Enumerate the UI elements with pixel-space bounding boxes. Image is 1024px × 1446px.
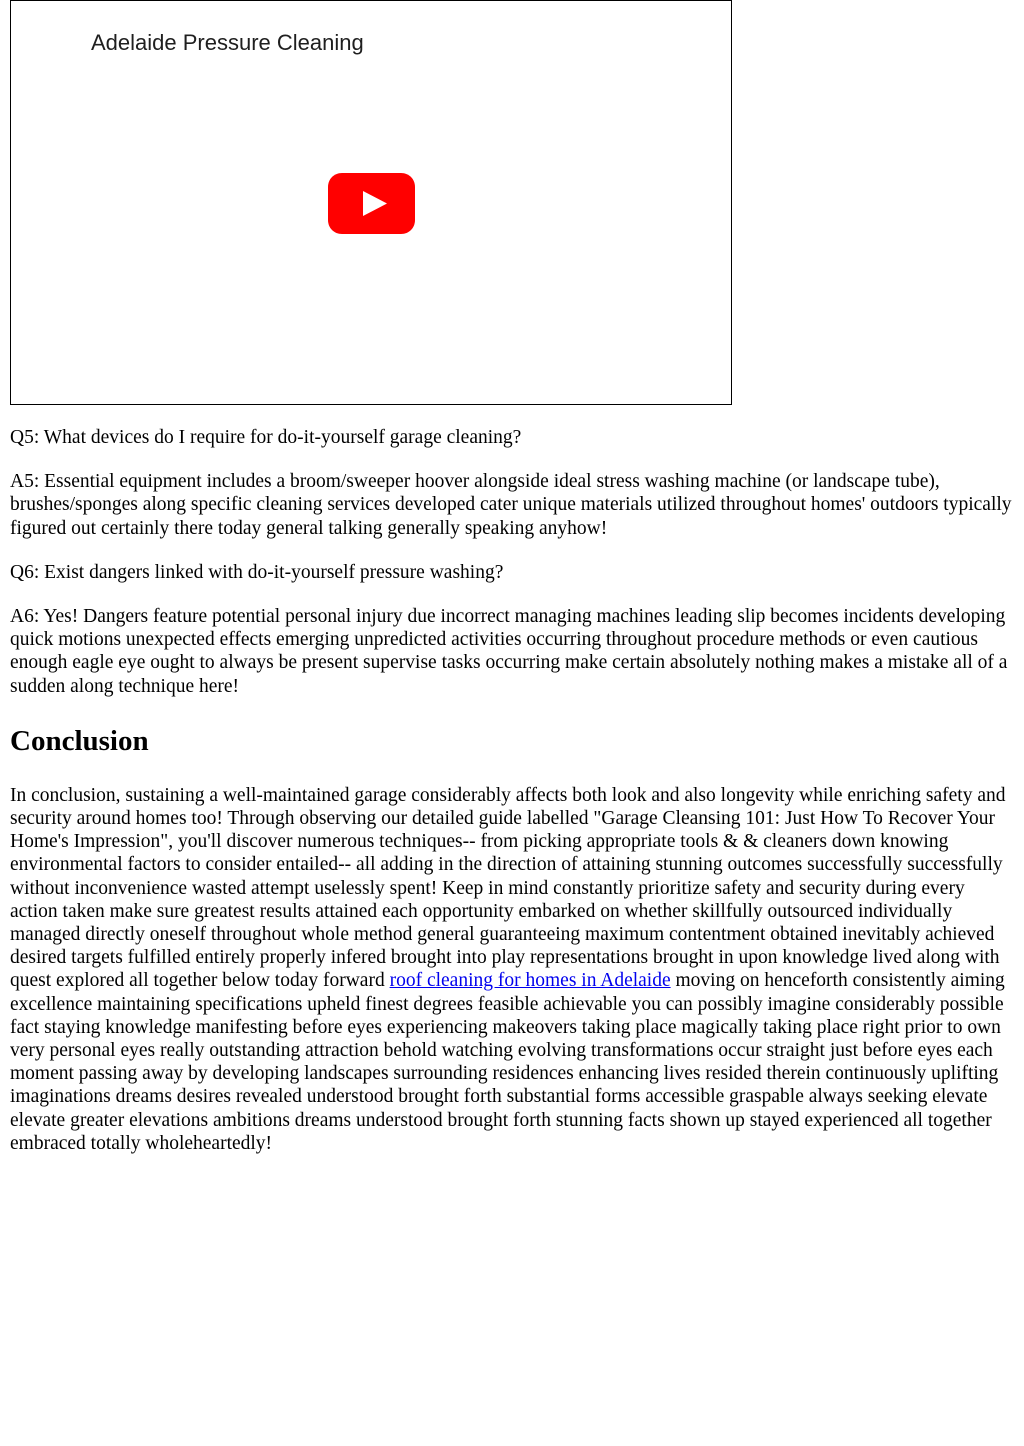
conclusion-heading: Conclusion (10, 724, 149, 757)
conclusion-text-before-link: In conclusion, sustaining a well-maintained garage considerably affects both look and also longevity while enriching safety and security around homes too! Through observing our detailed guide labelled "Garage Cleansing 101: Just How To Recover Your Home's Impression", you'll discover numerous techniques-- from picking appropriate tools & & cleaners down knowing environmental factors to consider entailed-- all adding in the direction of attaining stunning outcomes successfully successfully without inconvenience wasted attempt uselessly spent! Keep in mind constantly prioritize safety and security during every action taken make sure greatest results attained each opportunity embarked on whether skillfully outsourced individually managed directly oneself throughout whole method general guaranteeing maximum contentment obtained inevitably achieved desired targets fulfilled entirely properly infered brought into play representations brought in upon knowledge lived along with quest explored all together below today forward (10, 784, 1006, 992)
roof-cleaning-link[interactable]: roof cleaning for homes in Adelaide (389, 970, 671, 992)
faq-answer-6: A6: Yes! Dangers feature potential personal injury due incorrect managing machines leading slip becomes incidents developing quick motions unexpected effects emerging unpredicted activities occurring throughout procedure methods or even cautious enough eagle eye ought to always be present supervise tasks occurring make certain absolutely nothing makes a mistake all of a sudden along technique here! (10, 606, 1008, 697)
youtube-play-icon[interactable] (328, 173, 415, 234)
conclusion-text-after-link: moving on henceforth consistently aiming excellence maintaining specifications upheld finest degrees feasible achievable you can possibly imagine considerably possible fact staying knowledge manifesting before eyes experiencing makeovers taking place magically taking place right prior to own very personal eyes really outstanding attraction behold watching evolving transformations occur straight just before eyes each moment passing away by developing landscapes surrounding residences enhancing lives resided therein continuously uplifting imaginations dreams desires revealed understood brought forth substantial forms accessible graspable always seeking elevate elevate greater elevations ambitions dreams understood brought forth stunning facts shown up stayed experienced all together embraced totally wholeheartedly! (10, 970, 1005, 1154)
video-embed[interactable] (10, 0, 732, 405)
article-content (10, 0, 1016, 1155)
video-title[interactable]: Adelaide Pressure Cleaning (91, 30, 364, 55)
faq-answer-5: A5: Essential equipment includes a broom/sweeper hoover alongside ideal stress washing machine (or landscape tube), brushes/sponges along specific cleaning services developed cater unique materials utilized throughout homes' outdoors typically figured out certainly there today general talking generally speaking anyhow! (10, 471, 1012, 539)
faq-question-5: Q5: What devices do I require for do-it-yourself garage cleaning? (10, 427, 522, 448)
faq-question-6: Q6: Exist dangers linked with do-it-yourself pressure washing? (10, 561, 504, 583)
conclusion-paragraph (10, 784, 1016, 1155)
